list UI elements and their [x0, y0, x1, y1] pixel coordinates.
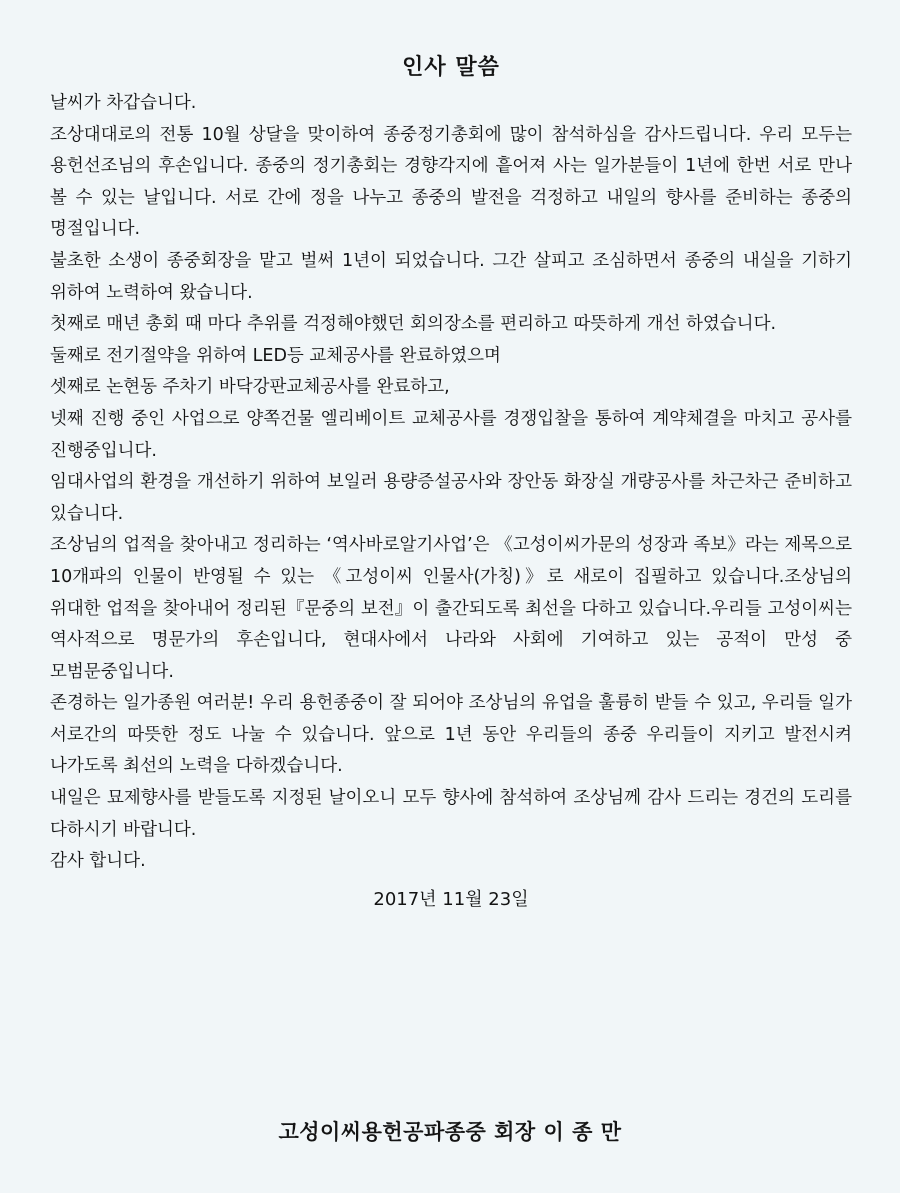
paragraph-thanks: 감사 합니다.: [50, 851, 146, 872]
paragraph-address-members: 존경하는 일가종원 여러분! 우리 용헌종중이 잘 되어야 조상님의 유업을 훌륭히 받들 수 있고, 우리들 일가 서로간의 따뜻한 정도 나눌 수 있습니다. 앞으로 1년 동안 우리들의 종중 우리들이 지키고 발전시켜 나가도록 최선의 노력을 다하겠습니다.: [50, 693, 852, 777]
letter-date: 2017년 11월 23일: [373, 888, 529, 910]
paragraph-second-achievement: 둘째로 전기절약을 위하여 LED등 교체공사를 완료하였으며: [50, 345, 501, 366]
paragraph-history-project: 조상님의 업적을 찾아내고 정리하는 ‘역사바로알기사업’은 《고성이씨가문의 성장과 족보》라는 제목으로 10개파의 인물이 반영될 수 있는 《고성이씨 인물사(가칭)》로 새로이 집필하고 있습니다.조상님의 위대한 업적을 찾아내어 정리된『문중의 보전』이 출간되도록 최선을 다하고 있습니다.우리들 고성이씨는 역사적으로 명문가의 후손입니다, 현대사에서 나라와 사회에 기여하고 있는 공적이 만성 중 모범문중입니다.: [50, 535, 852, 682]
paragraph-third-achievement: 셋째로 논현동 주차기 바닥강판교체공사를 완료하고,: [50, 377, 450, 398]
paragraph-rental-improvement: 임대사업의 환경을 개선하기 위하여 보일러 용량증설공사와 장안동 화장실 개량공사를 차근차근 준비하고 있습니다.: [50, 472, 852, 524]
letter-body: [50, 88, 852, 878]
paragraph-fourth-project: 넷째 진행 중인 사업으로 양쪽건물 엘리베이트 교체공사를 경쟁입찰을 통하여 계약체결을 마치고 공사를 진행중입니다.: [50, 408, 852, 461]
signature-line: 고성이씨용헌공파종중 회장 이 종 만: [278, 1120, 622, 1144]
paragraph-one-year: 불초한 소생이 종중회장을 맡고 벌써 1년이 되었습니다. 그간 살피고 조심하면서 종중의 내실을 기하기 위하여 노력하여 왔습니다.: [50, 250, 852, 303]
paragraph-general-meeting: 조상대대로의 전통 10월 상달을 맞이하여 종중정기총회에 많이 참석하심을 감사드립니다. 우리 모두는 용헌선조님의 후손입니다. 종중의 정기총회는 경향각지에 흩어져 사는 일가분들이 1년에 한번 서로 만나 볼 수 있는 날입니다. 서로 간에 정을 나누고 종중의 발전을 걱정하고 내일의 향사를 준비하는 종중의 명절입니다.: [50, 124, 852, 240]
paragraph-greeting: 날씨가 차갑습니다.: [50, 93, 197, 113]
paragraph-ancestral-rite: 내일은 묘제향사를 받들도록 지정된 날이오니 모두 향사에 참석하여 조상님께 감사 드리는 경건의 도리를 다하시기 바랍니다.: [50, 788, 852, 840]
page-title: 인사 말씀: [402, 55, 500, 80]
paragraph-first-achievement: 첫째로 매년 총회 때 마다 추위를 걱정해야했던 회의장소를 편리하고 따뜻하게 개선 하였습니다.: [50, 314, 777, 335]
